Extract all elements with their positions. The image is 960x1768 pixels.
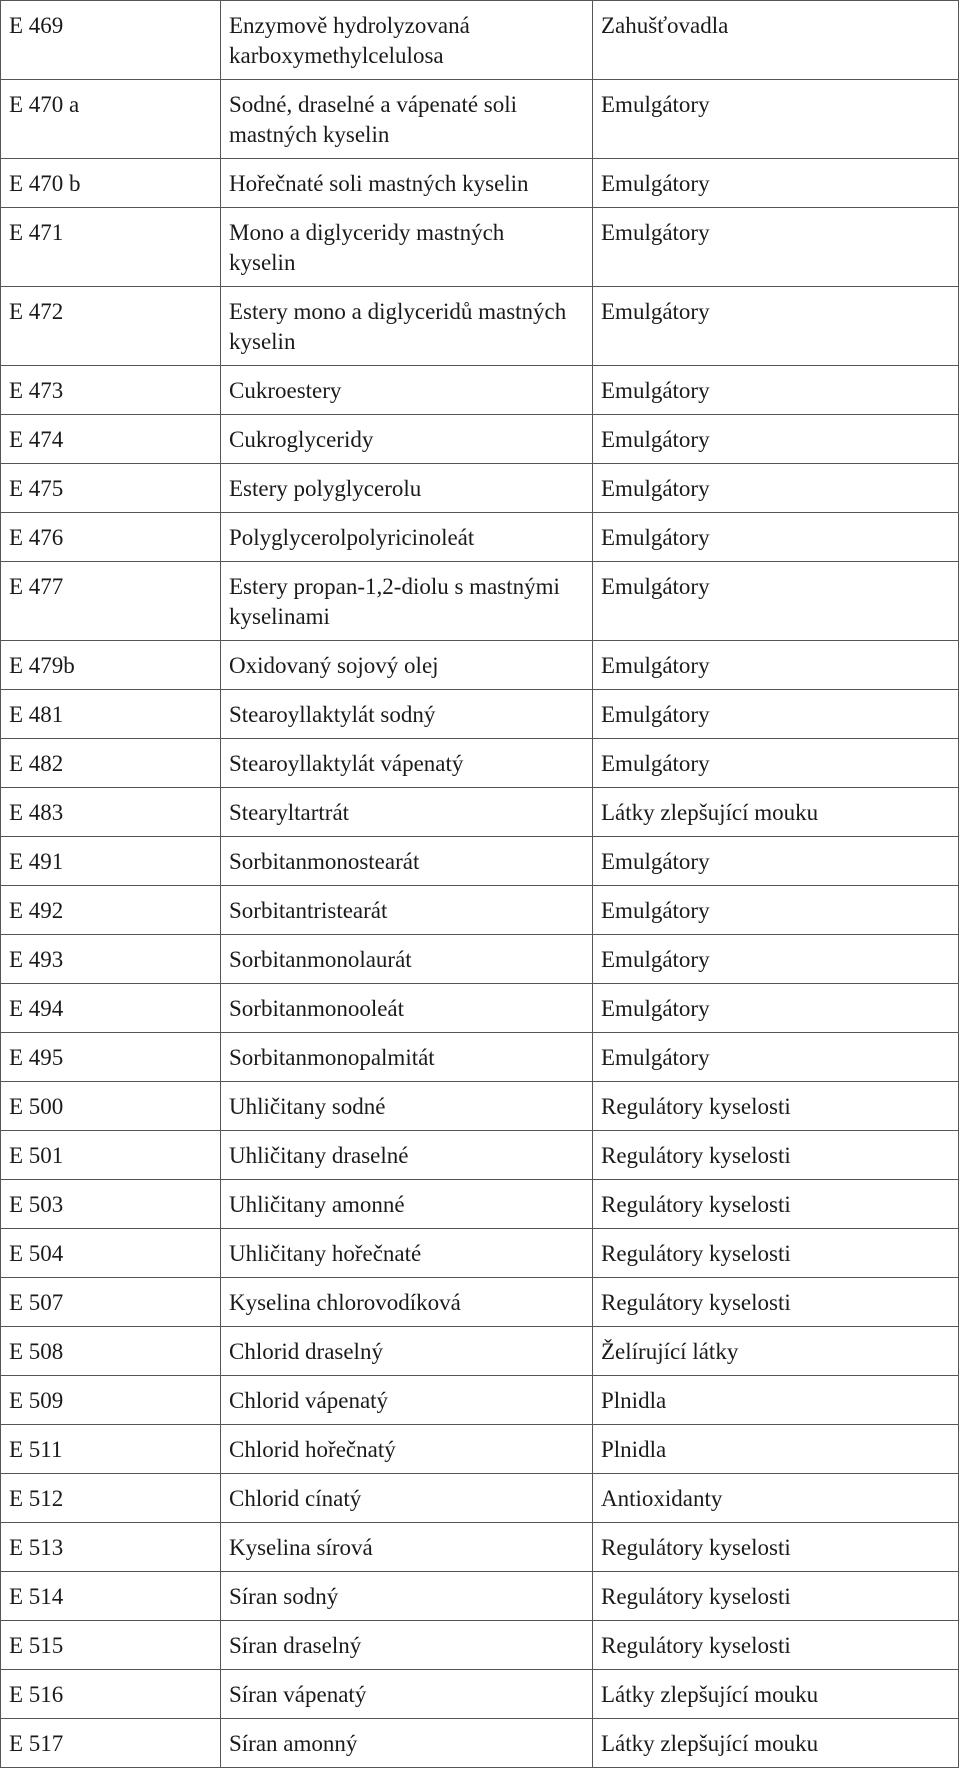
- additive-name-cell: [221, 464, 593, 513]
- additive-code-cell: E 483: [1, 788, 221, 837]
- table-row: [1, 1523, 959, 1572]
- additive-code-cell: E 514: [1, 1572, 221, 1621]
- additive-code-cell: E 493: [1, 935, 221, 984]
- table-row: [1, 1229, 959, 1278]
- additive-category-cell: Emulgátory: [593, 984, 959, 1033]
- additive-code-cell: E 513: [1, 1523, 221, 1572]
- additive-category-cell: Emulgátory: [593, 464, 959, 513]
- table-row: [1, 1, 959, 80]
- additive-category-cell: Regulátory kyselosti: [593, 1278, 959, 1327]
- additive-name: Polyglycerolpolyricinoleát: [229, 525, 475, 550]
- table-row: [1, 1278, 959, 1327]
- additive-code-cell: E 500: [1, 1082, 221, 1131]
- table-row: [1, 1082, 959, 1131]
- additive-name: Chlorid cínatý: [229, 1486, 362, 1511]
- additive-code-cell: E 516: [1, 1670, 221, 1719]
- additive-category-cell: Emulgátory: [593, 690, 959, 739]
- additive-name: Síran amonný: [229, 1731, 358, 1756]
- additive-name: Kyselina sírová: [229, 1535, 373, 1560]
- additive-category-cell: Emulgátory: [593, 513, 959, 562]
- additive-code-cell: E 475: [1, 464, 221, 513]
- additive-code-cell: E 471: [1, 208, 221, 287]
- additive-name-cell: [221, 1, 593, 80]
- table-row: [1, 1572, 959, 1621]
- additive-name: Mono a diglyceridy mastných kyselin: [229, 220, 505, 275]
- additive-category-cell: Emulgátory: [593, 80, 959, 159]
- additive-name: Sorbitanmonostearát: [229, 849, 420, 874]
- additive-code-cell: E 509: [1, 1376, 221, 1425]
- additive-code-cell: E 472: [1, 287, 221, 366]
- table-row: [1, 464, 959, 513]
- additive-name-cell: [221, 1572, 593, 1621]
- additive-name-cell: [221, 1229, 593, 1278]
- additive-name-cell: [221, 208, 593, 287]
- additive-name-cell: [221, 788, 593, 837]
- additive-name: Sodné, draselné a vápenaté soli mastných kyselin: [229, 92, 518, 147]
- additive-category-cell: Regulátory kyselosti: [593, 1621, 959, 1670]
- additive-code-cell: E 501: [1, 1131, 221, 1180]
- additive-code-cell: E 511: [1, 1425, 221, 1474]
- table-row: [1, 1474, 959, 1523]
- table-row: [1, 837, 959, 886]
- table-row: [1, 1670, 959, 1719]
- additive-name-cell: [221, 287, 593, 366]
- additive-code-cell: E 495: [1, 1033, 221, 1082]
- additive-code-cell: E 470 a: [1, 80, 221, 159]
- additive-category-cell: Látky zlepšující mouku: [593, 788, 959, 837]
- additive-category-cell: Antioxidanty: [593, 1474, 959, 1523]
- additive-name: Síran sodný: [229, 1584, 339, 1609]
- additive-name: Stearoyllaktylát vápenatý: [229, 751, 464, 776]
- table-row: [1, 935, 959, 984]
- table-row: [1, 1327, 959, 1376]
- additive-name-cell: [221, 1621, 593, 1670]
- additive-code-cell: E 476: [1, 513, 221, 562]
- additive-name: Sorbitanmonooleát: [229, 996, 405, 1021]
- additive-code-cell: E 491: [1, 837, 221, 886]
- additive-name: Stearoyllaktylát sodný: [229, 702, 436, 727]
- additive-name-cell: [221, 366, 593, 415]
- table-row: [1, 690, 959, 739]
- additive-name-cell: [221, 1278, 593, 1327]
- table-body: [1, 1, 959, 1768]
- additive-name-cell: [221, 1670, 593, 1719]
- additive-name: Chlorid draselný: [229, 1339, 383, 1364]
- additive-code-cell: E 469: [1, 1, 221, 80]
- additive-name: Síran vápenatý: [229, 1682, 367, 1707]
- additive-name-cell: [221, 984, 593, 1033]
- table-row: [1, 1621, 959, 1670]
- additive-category-cell: Emulgátory: [593, 366, 959, 415]
- additive-category-cell: Regulátory kyselosti: [593, 1131, 959, 1180]
- additive-name: Hořečnaté soli mastných kyselin: [229, 171, 529, 196]
- table-row: [1, 1033, 959, 1082]
- additive-name: Chlorid vápenatý: [229, 1388, 389, 1413]
- additive-name-cell: [221, 1033, 593, 1082]
- additive-name: Uhličitany hořečnaté: [229, 1241, 422, 1266]
- table-row: [1, 886, 959, 935]
- additive-name-cell: [221, 1425, 593, 1474]
- table-row: [1, 562, 959, 641]
- table-row: [1, 208, 959, 287]
- additive-name-cell: [221, 739, 593, 788]
- additive-name: Estery mono a diglyceridů mastných kyselin: [229, 299, 567, 354]
- additive-category-cell: Zahušťovadla: [593, 1, 959, 80]
- additive-name: Cukroestery: [229, 378, 342, 403]
- additive-category-cell: Látky zlepšující mouku: [593, 1670, 959, 1719]
- additive-name-cell: [221, 886, 593, 935]
- table-row: [1, 739, 959, 788]
- table-row: [1, 1425, 959, 1474]
- additive-name-cell: [221, 159, 593, 208]
- additive-name-cell: [221, 1131, 593, 1180]
- additive-name: Sorbitanmonolaurát: [229, 947, 412, 972]
- additive-name-cell: [221, 1327, 593, 1376]
- table-row: [1, 80, 959, 159]
- additive-name-cell: [221, 415, 593, 464]
- table-row: [1, 1719, 959, 1768]
- additive-name: Uhličitany amonné: [229, 1192, 405, 1217]
- additive-name: Chlorid hořečnatý: [229, 1437, 396, 1462]
- additive-name: Stearyltartrát: [229, 800, 350, 825]
- additive-code-cell: E 477: [1, 562, 221, 641]
- additive-category-cell: Emulgátory: [593, 415, 959, 464]
- additive-category-cell: Emulgátory: [593, 1033, 959, 1082]
- additive-category-cell: Plnidla: [593, 1376, 959, 1425]
- additive-category-cell: Emulgátory: [593, 208, 959, 287]
- additive-name: Uhličitany sodné: [229, 1094, 386, 1119]
- additive-code-cell: E 517: [1, 1719, 221, 1768]
- additive-category-cell: Emulgátory: [593, 562, 959, 641]
- additive-category-cell: Regulátory kyselosti: [593, 1229, 959, 1278]
- additive-code-cell: E 494: [1, 984, 221, 1033]
- additive-category-cell: Emulgátory: [593, 159, 959, 208]
- additive-name-cell: [221, 513, 593, 562]
- additive-name: Uhličitany draselné: [229, 1143, 409, 1168]
- additive-name-cell: [221, 1719, 593, 1768]
- additive-name-cell: [221, 935, 593, 984]
- additive-name: Estery polyglycerolu: [229, 476, 422, 501]
- table-row: [1, 1131, 959, 1180]
- additive-name-cell: [221, 80, 593, 159]
- additive-code-cell: E 474: [1, 415, 221, 464]
- additive-name: Estery propan-1,2-diolu s mastnými kyselinami: [229, 574, 560, 629]
- additive-category-cell: Emulgátory: [593, 287, 959, 366]
- table-row: [1, 641, 959, 690]
- table-row: [1, 415, 959, 464]
- additive-name: Síran draselný: [229, 1633, 362, 1658]
- additive-name-cell: [221, 1082, 593, 1131]
- additive-category-cell: Látky zlepšující mouku: [593, 1719, 959, 1768]
- additive-code-cell: E 504: [1, 1229, 221, 1278]
- additive-name-cell: [221, 837, 593, 886]
- additive-name: Oxidovaný sojový olej: [229, 653, 439, 678]
- additive-code-cell: E 503: [1, 1180, 221, 1229]
- table-row: [1, 287, 959, 366]
- additive-name: Cukroglyceridy: [229, 427, 374, 452]
- additive-code-cell: E 481: [1, 690, 221, 739]
- additive-name-cell: [221, 562, 593, 641]
- additive-category-cell: Emulgátory: [593, 886, 959, 935]
- additive-category-cell: Regulátory kyselosti: [593, 1572, 959, 1621]
- additive-name-cell: [221, 1523, 593, 1572]
- additive-name-cell: [221, 1180, 593, 1229]
- additive-code-cell: E 482: [1, 739, 221, 788]
- table-row: [1, 1376, 959, 1425]
- additive-name: Enzymově hydrolyzovaná karboxymethylcelulosa: [229, 13, 470, 68]
- additive-category-cell: Želírující látky: [593, 1327, 959, 1376]
- additive-code-cell: E 515: [1, 1621, 221, 1670]
- table-row: [1, 159, 959, 208]
- additive-name-cell: [221, 690, 593, 739]
- table-row: [1, 788, 959, 837]
- additive-name: Kyselina chlorovodíková: [229, 1290, 461, 1315]
- additive-category-cell: Regulátory kyselosti: [593, 1082, 959, 1131]
- additive-code-cell: E 470 b: [1, 159, 221, 208]
- table-row: [1, 513, 959, 562]
- additive-code-cell: E 512: [1, 1474, 221, 1523]
- additive-category-cell: Plnidla: [593, 1425, 959, 1474]
- additive-category-cell: Emulgátory: [593, 837, 959, 886]
- additive-code-cell: E 473: [1, 366, 221, 415]
- additive-name: Sorbitantristearát: [229, 898, 388, 923]
- additive-category-cell: Regulátory kyselosti: [593, 1523, 959, 1572]
- table-row: [1, 984, 959, 1033]
- additive-code-cell: E 507: [1, 1278, 221, 1327]
- additive-category-cell: Regulátory kyselosti: [593, 1180, 959, 1229]
- additive-code-cell: E 508: [1, 1327, 221, 1376]
- additive-category-cell: Emulgátory: [593, 739, 959, 788]
- additive-name: Sorbitanmonopalmitát: [229, 1045, 435, 1070]
- additive-code-cell: E 492: [1, 886, 221, 935]
- additive-name-cell: [221, 1474, 593, 1523]
- additive-name-cell: [221, 641, 593, 690]
- table-row: [1, 366, 959, 415]
- table-row: [1, 1180, 959, 1229]
- additive-name-cell: [221, 1376, 593, 1425]
- additive-category-cell: Emulgátory: [593, 935, 959, 984]
- additive-code-cell: E 479b: [1, 641, 221, 690]
- additive-category-cell: Emulgátory: [593, 641, 959, 690]
